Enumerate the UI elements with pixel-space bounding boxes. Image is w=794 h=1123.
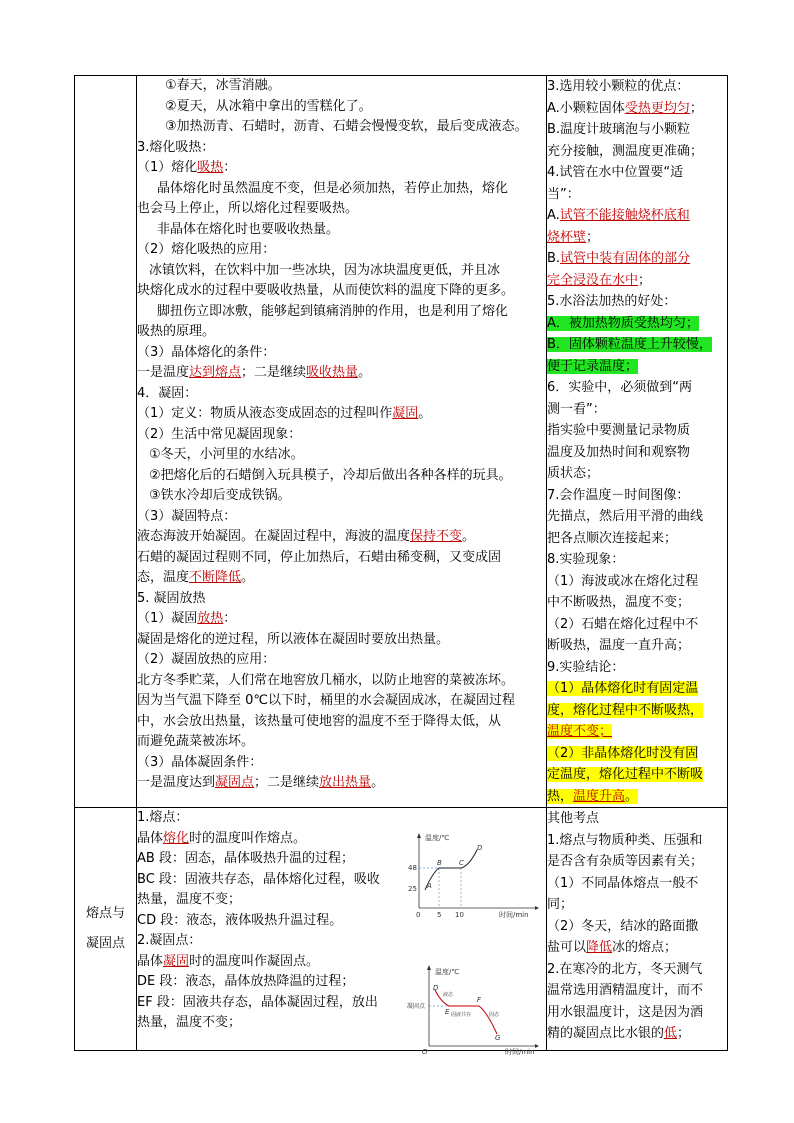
- subheading-line: （3）晶体凝固条件：: [137, 754, 263, 770]
- body-line: 晶体熔化时虽然温度不变，但是必须加热，若停止加热，熔化: [157, 180, 509, 196]
- body-line: 热量，温度不变；: [137, 892, 242, 907]
- underlined-term: 烧杯壁: [547, 229, 587, 245]
- body-line: AB 段：固态，晶体吸热升温的过程；: [137, 851, 354, 866]
- section-heading: 2.凝固点：: [137, 933, 202, 948]
- freezing-point-label: 凝固点: [407, 1003, 426, 1010]
- note-line: 用水银温度计，这是因为酒: [547, 1004, 704, 1020]
- underlined-term: 保持不变: [410, 529, 463, 544]
- note-line: [547, 678, 727, 700]
- x-tick-label: 10: [455, 911, 464, 919]
- note-line: [547, 786, 727, 808]
- body-line: [137, 773, 546, 794]
- underlined-term: 低: [664, 1026, 678, 1041]
- subheading-line: （2）生活中常见凝固现象：: [137, 426, 302, 442]
- note-line: 把各点顺次连接起来；: [547, 530, 678, 546]
- x-tick-label: 0: [416, 911, 421, 919]
- body-line: 热量，温度不变；: [137, 1015, 242, 1030]
- body-line: 也会马上停止，所以熔化过程要吸热。: [137, 201, 359, 216]
- note-line: 中不断吸热，温度不变；: [547, 595, 691, 610]
- note-line: [547, 248, 727, 270]
- text: 时的温度叫作凝固点。: [189, 953, 320, 969]
- highlighted-text: 热，: [547, 788, 574, 804]
- highlighted-text: （1）晶体熔化时有固定温: [547, 681, 699, 696]
- y-axis-label: 温度/℃: [425, 834, 450, 842]
- zone-label: 液态: [443, 992, 454, 998]
- text: ；: [638, 272, 652, 288]
- zone-label: 固液共存: [451, 1012, 472, 1018]
- body-line: 凝固是熔化的逆过程，所以液体在凝固时要放出热量。: [137, 631, 450, 647]
- text: 液态海波开始凝固。在凝固过程中，海波的温度: [137, 529, 411, 544]
- highlighted-text: A．被加热物质受热均匀；: [547, 315, 699, 331]
- highlighted-text: B．固体颗粒温度上升较慢，: [547, 337, 712, 352]
- underlined-term: 吸收热量: [306, 365, 359, 380]
- body-line: [137, 568, 546, 589]
- note-line: [547, 937, 727, 959]
- underlined-term: 试管不能接触烧杯底和: [559, 208, 690, 223]
- example-line: ③加热沥青、石蜡时，沥青、石蜡会慢慢变软，最后变成液态。: [165, 119, 528, 134]
- content-cell-melting-solidifying: [137, 76, 547, 808]
- text: ：: [223, 160, 237, 175]
- example-line: ②把熔化后的石蜡倒入玩具模子，冷却后做出各种各样的玩具。: [149, 467, 512, 483]
- body-line: EF 段：固液共存态，晶体凝固过程，放出: [137, 994, 378, 1010]
- note-line: B.温度计玻璃泡与小颗粒: [547, 122, 691, 137]
- x-axis-label: 时间/min: [505, 1048, 535, 1056]
- note-line: （1）不同晶体熔点一般不: [547, 875, 699, 891]
- note-line: 质状态；: [547, 466, 600, 481]
- note-line: 测一看”：: [547, 401, 606, 417]
- text: 精的凝固点比水银的: [547, 1026, 665, 1041]
- underlined-term: 放出热量: [319, 775, 372, 790]
- table-row: [75, 808, 728, 1051]
- text: 态，温度: [137, 570, 190, 585]
- note-line: （2）冬天，结冰的路面撒: [547, 918, 699, 934]
- note-line: [547, 764, 727, 786]
- point-label-c: C: [459, 859, 464, 867]
- body-line: 石蜡的凝固过程则不同，停止加热后，石蜡由稀变稠，又变成固: [137, 549, 502, 565]
- y-tick-label: 48: [408, 864, 417, 872]
- text: （1）凝固: [137, 611, 198, 626]
- text: 。: [462, 529, 476, 544]
- highlighted-text: 便于记录温度；: [547, 358, 639, 374]
- body-line: BC 段：固液共存态，晶体熔化过程，吸收: [137, 871, 380, 887]
- section-heading: 5. 凝固放热: [137, 590, 206, 606]
- x-axis-label: 时间/min: [499, 911, 529, 919]
- section-heading: 1.熔点：: [137, 810, 189, 825]
- note-line: [547, 205, 727, 227]
- point-label-f: F: [477, 996, 482, 1004]
- body-line: DE 段：液态，晶体放热降温的过程；: [137, 974, 355, 989]
- note-line: 指实验中要测量记录物质: [547, 423, 691, 438]
- underlined-term: 受热更均匀: [624, 100, 690, 116]
- text: ：: [223, 611, 237, 626]
- note-line: 6．实验中，必须做到“两: [547, 380, 693, 395]
- topic-label: 凝固点: [85, 936, 125, 951]
- text: （1）熔化: [137, 160, 198, 175]
- note-line: 先描点，然后用平滑的曲线: [547, 509, 704, 524]
- note-heading: 其他考点: [547, 811, 600, 826]
- subheading-line: （2）凝固放热的应用：: [137, 652, 276, 667]
- text: 。: [371, 775, 385, 790]
- text: 。: [241, 570, 255, 585]
- highlighted-text: 定温度，熔化过程中不断吸: [547, 767, 704, 782]
- underlined-term: 达到熔点: [189, 365, 242, 380]
- body-line: 中，水会放出热量，该热量可使地窖的温度不至于降得太低，从: [137, 713, 502, 729]
- example-line: ①冬天，小河里的水结冰。: [149, 447, 304, 462]
- note-line: [547, 1023, 727, 1045]
- other-points-cell: [547, 808, 728, 1051]
- body-line: 块熔化成水的过程中要吸收热量，从而使饮料的温度下降的更多。: [137, 283, 515, 298]
- note-line: [547, 700, 727, 722]
- text: 时的温度叫作熔点。: [189, 830, 307, 846]
- text: 盐可以: [547, 940, 587, 955]
- text: （1）定义：物质从液态变成固态的过程叫作: [137, 406, 393, 421]
- text: ；二是继续: [241, 365, 307, 380]
- note-line: 5.水浴法加热的好处：: [547, 294, 677, 309]
- note-line: （2）石蜡在熔化过程中不: [547, 616, 699, 632]
- example-line: ①春天，冰雪消融。: [165, 78, 281, 93]
- point-label-g: G: [495, 1034, 501, 1042]
- body-line: 脚扭伤立即冰敷，能够起到镇痛消肿的作用，也是利用了熔化: [157, 303, 509, 319]
- y-axis-label: 温度/℃: [435, 968, 460, 976]
- subheading-line: [137, 609, 546, 630]
- underlined-term: 不断降低: [189, 570, 242, 585]
- zone-label: 固态: [489, 1012, 500, 1018]
- subheading-line: [137, 158, 546, 179]
- section-heading: 4．凝固：: [137, 385, 198, 401]
- text: ；: [586, 229, 600, 245]
- subheading-line: （2）熔化吸热的应用：: [137, 242, 276, 257]
- text: ；: [689, 100, 703, 116]
- text: 。: [358, 365, 372, 380]
- note-line: 2.在寒冷的北方，冬天测气: [547, 961, 703, 977]
- content-cell-melting-point: [137, 808, 547, 1056]
- example-line: ③铁水冷却后变成铁锅。: [149, 488, 291, 503]
- point-label-b: B: [437, 859, 442, 867]
- topic-cell-empty: [75, 76, 137, 808]
- text: ；: [677, 1026, 691, 1041]
- note-line: [547, 313, 727, 335]
- note-line: 3.选用较小颗粒的优点：: [547, 79, 690, 94]
- note-line: 温常选用酒精温度计，而不: [547, 983, 704, 998]
- point-label-d: D: [433, 984, 439, 992]
- body-line: 冰镇饮料，在饮料中加一些冰块，因为冰块温度更低，并且冰: [149, 262, 501, 278]
- y-tick-label: 25: [408, 885, 417, 893]
- body-line: 北方冬季贮菜，人们常在地窖放几桶水，以防止地窖的菜被冻坏。: [137, 672, 515, 688]
- origin-label: O: [422, 1048, 428, 1056]
- underlined-term: 凝固: [163, 953, 190, 969]
- note-line: 1.熔点与物质种类、压强和: [547, 832, 703, 848]
- body-line: [137, 404, 546, 425]
- x-axis-arrow: [535, 906, 539, 910]
- point-label-d: D: [477, 844, 483, 852]
- note-line: [547, 227, 727, 249]
- note-line: 断吸热，温度一直升高；: [547, 638, 691, 653]
- topic-label: 熔点与: [85, 906, 125, 921]
- body-line: 非晶体在熔化时也要吸收热量。: [157, 221, 340, 237]
- y-axis-arrow: [417, 833, 421, 838]
- highlighted-text: （2）非晶体熔化时没有固: [547, 745, 699, 761]
- notes-table: [74, 75, 728, 1056]
- text: 冰的熔点；: [612, 940, 678, 955]
- text: A.小颗粒固体: [547, 100, 625, 116]
- note-line: [547, 98, 727, 120]
- melting-curve-figure: [405, 828, 545, 920]
- body-line: [137, 527, 546, 548]
- text: 一是温度达到: [137, 775, 216, 790]
- note-line: 4.试管在水中位置要“适: [547, 165, 684, 180]
- highlighted-text: 度，熔化过程中不断吸热，: [547, 702, 704, 718]
- text: 晶体: [137, 830, 164, 846]
- note-line: 7.会作温度－时间图像：: [547, 487, 690, 503]
- note-line: 温度及加热时间和观察物: [547, 444, 691, 460]
- x-tick-label: 5: [437, 911, 442, 919]
- melting-curve: [425, 850, 477, 890]
- underlined-term: 完全浸没在水中: [547, 272, 639, 288]
- subheading-line: （3）晶体熔化的条件：: [137, 344, 276, 360]
- highlighted-text: 。: [625, 788, 639, 804]
- note-line: [547, 743, 727, 765]
- underlined-term: 凝固: [392, 406, 419, 421]
- note-line: [547, 356, 727, 378]
- note-line: 是否含有杂质等因素有关；: [547, 854, 704, 869]
- text: 一是温度: [137, 365, 190, 380]
- y-axis-arrow: [427, 965, 431, 970]
- experiment-notes-cell: [547, 76, 728, 808]
- underlined-term: 降低: [586, 940, 613, 955]
- underlined-term: 试管中装有固体的部分: [560, 251, 691, 266]
- note-line: [547, 270, 727, 292]
- underlined-term: 凝固点: [215, 775, 255, 790]
- solidifying-curve-figure: [405, 960, 545, 1056]
- point-label-e: E: [445, 1008, 450, 1016]
- table-row: [75, 76, 728, 808]
- text: 晶体: [137, 953, 164, 969]
- body-line: 吸热的原理。: [137, 324, 216, 339]
- example-line: ②夏天，从冰箱中拿出的雪糕化了。: [165, 98, 372, 114]
- highlighted-text: 温度升高: [573, 788, 626, 804]
- note-line: [547, 721, 727, 743]
- text: 。: [418, 406, 432, 421]
- note-line: 充分接触，测温度更准确；: [547, 143, 704, 159]
- underlined-term: 吸热: [197, 160, 224, 175]
- section-heading: 3.熔化吸热：: [137, 139, 215, 155]
- note-line: 8.实验现象：: [547, 552, 625, 567]
- x-axis-arrow: [535, 1044, 539, 1048]
- underlined-term: 熔化: [163, 830, 190, 846]
- note-line: [547, 334, 727, 356]
- body-line: 因为当气温下降至 0℃以下时，桶里的水会凝固成冰，在凝固过程: [137, 693, 516, 708]
- point-label-a: A: [427, 882, 432, 890]
- highlighted-text: 温度不变；: [547, 724, 613, 739]
- note-line: 当”：: [547, 186, 580, 202]
- note-line: 同；: [547, 897, 574, 912]
- text: B.: [547, 251, 561, 266]
- text: ；二是继续: [254, 775, 320, 790]
- underlined-term: 放热: [197, 611, 224, 626]
- subheading-line: （3）凝固特点：: [137, 508, 237, 524]
- body-line: CD 段：液态，液体吸热升温过程。: [137, 912, 343, 928]
- note-line: （1）海波或冰在熔化过程: [547, 573, 699, 589]
- text: A.: [547, 208, 560, 223]
- note-line: 9.实验结论：: [547, 659, 625, 675]
- body-line: 而避免蔬菜被冻坏。: [137, 734, 255, 749]
- body-line: [137, 363, 546, 384]
- topic-cell-melting-point: [75, 808, 137, 1051]
